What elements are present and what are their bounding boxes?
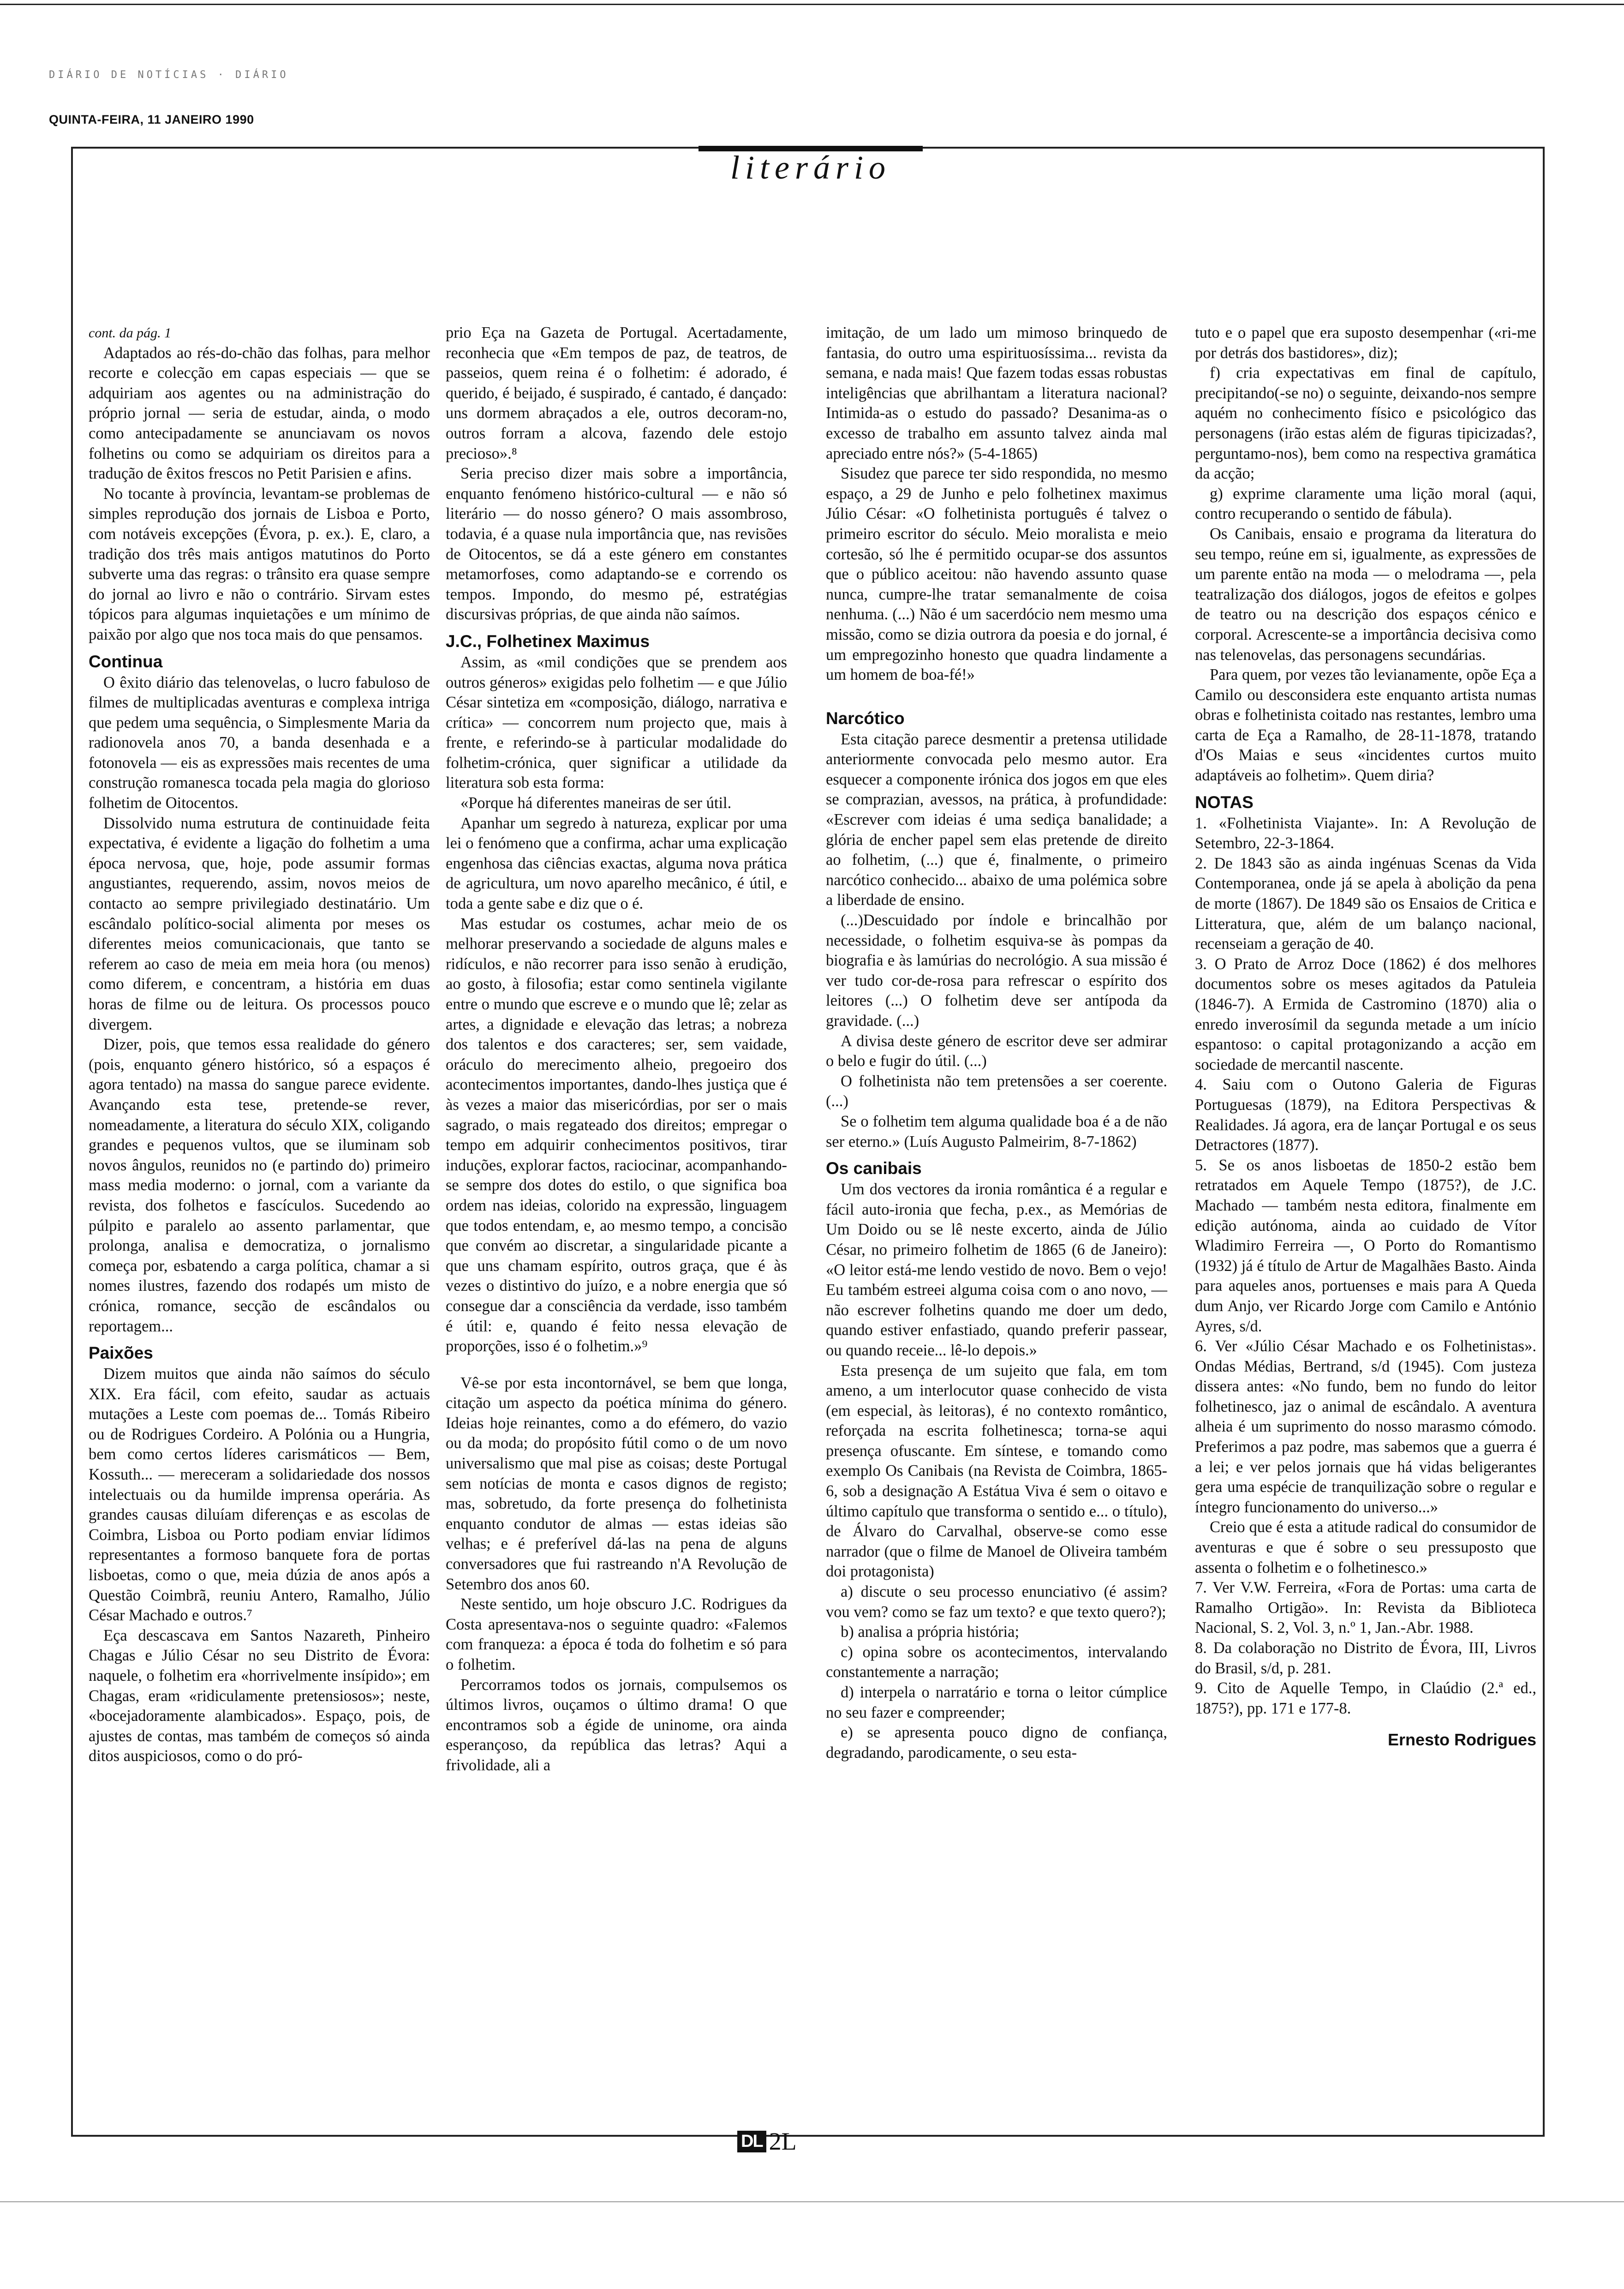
paragraph: Esta presença de um sujeito que fala, em tom ameno, a um interlocutor quase conhecido de vista (em especial, às leitoras), é no contexto romântico, reforçada na escrita folhetinesca; torna-se aqui presença ofuscante. Em síntese, e tomando como exemplo Os Canibais (na Revista de Coimbra, 1865-6, sob a designação A Estátua Viva é sem o oitavo e último capítulo que transforma o sentido e... o título), de Álvaro do Carvalhal, observe-se como esse narrador (que o filme de Manoel de Oliveira também doi protagonista) — [826, 1361, 1167, 1581]
list-item: b) analisa a própria história; — [841, 1623, 1020, 1641]
paragraph: prio Eça na Gazeta de Portugal. Acertadamente, reconhecia que «Em tempos de paz, de teatros, de passeios, quem reina é o folhetim: é adorado, é querido, é beijado, é suspirado, é cantado, é dançado: uns dormem abraçados a ele, outros decoram-no, outros forram a alcova, fazendo dele estojo precioso».⁸ — [446, 324, 787, 462]
paragraph: Um dos vectores da ironia romântica é a regular e fácil auto-ironia que fecha, p.ex., as Memórias de Um Doido ou se lê neste excerto, ainda de Júlio César, no primeiro folhetim de 1865 (6 de Janeiro): «O leitor está-me lendo vestido de novo. Bem o vejo! Eu também estreei alguma coisa com o ano novo, — não escrever folhetins quando me doer um dedo, quando estiver enfastiado, quando preferir passear, ou quando receie... lê-lo depois.» — [826, 1180, 1167, 1359]
paragraph: Adaptados ao rés-do-chão das folhas, para melhor recorte e colecção em capas especiais — que se adquiriam aos agentes ou na administração do próprio jornal — seria de estudar, ainda, o modo como antecipadamente se anunciavam os novos folhetins ou como se adquiriam os direitos para a tradução de êxitos frescos no Petit Parisien e afins. — [89, 344, 430, 483]
paragraph: Eça descascava em Santos Nazareth, Pinheiro Chagas e Júlio César no seu Distrito de Évora: naquele, o folhetim era «horrivelmente insípido»; em Chagas, eram «ridiculamente pretensiosos»; neste, «bocejadoramente alambicados». Espaço, pois, de ajustes de contas, mas também de começos só ainda ditos auspiciosos, como o do pró- — [89, 1626, 430, 1765]
paragraph: Apanhar um segredo à natureza, explicar por uma lei o fenómeno que a confirma, achar uma explicação engenhosa das ciências exactas, alguma nova prática de agricultura, um novo aparelho mecânico, é útil, e toda a gente sabe e diz que o é. — [446, 814, 787, 913]
newspaper-logo: DL — [737, 2131, 766, 2152]
paragraph: imitação, de um lado um mimoso brinquedo de fantasia, do outro uma espirituosíssima... revista da semana, e nada mais! Que fazem todas essas robustas inteligências que abrilhantam a literatura nacional? Intimida-as o estudo do passado? Desanima-as o excesso de trabalho em assunto talvez ainda mal apreciado entre nós?» (5-4-1865) — [826, 324, 1167, 462]
article-column-3 — [826, 323, 1167, 1763]
paragraph: Seria preciso dizer mais sobre a importância, enquanto fenómeno histórico-cultural — e não só literário — do nosso género? O mais assombroso, todavia, é a quase nula importância que, nas revisões de Oitocentos, se dá a este género em constantes metamorfoses, como adaptando-se e correndo os tempos. Impondo, do mesmo pé, estratégias discursivas próprias, de que ainda não saímos. — [446, 465, 787, 623]
article-column-2 — [446, 323, 787, 1776]
spacer — [446, 1357, 787, 1373]
page-number: 2L — [769, 2127, 797, 2155]
note: 3. O Prato de Arroz Doce (1862) é dos melhores documentos sobre os meses agitados da Patuleia (1846-7). A Ermida de Castromino (1870) alia o enredo inverosímil da segunda metade a um início espantoso: o capital protagonizando a acção em sociedade de mercantil nascente. — [1195, 955, 1536, 1073]
list-item: e) se apresenta pouco digno de confiança, degradando, parodicamente, o seu esta- — [826, 1724, 1167, 1762]
article-column-1 — [89, 323, 430, 1767]
paragraph: O folhetinista não tem pretensões a ser coerente. (...) — [826, 1072, 1167, 1110]
note: 9. Cito de Aquelle Tempo, in Claúdio (2.ª ed., 1875?), pp. 171 e 177-8. — [1195, 1679, 1536, 1717]
paragraph: O êxito diário das telenovelas, o lucro fabuloso de filmes de multiplicadas aventuras e complexa intriga que pedem uma sequência, o Simplesmente Maria da radionovela anos 70, a banda desenhada e a fotonovela — eis as expressões mais recentes de uma construção romanesca tocada pela magia do glorioso folhetim de Oitocentos. — [89, 673, 430, 812]
page-folio — [737, 2128, 797, 2154]
article-column-4 — [1195, 323, 1536, 1750]
paragraph: Mas estudar os costumes, achar meio de os melhorar preservando a sociedade de alguns males e ridículos, e não recorrer para isso senão à erudição, ao gosto, à filosofia; estar como sentinela vigilante entre o mundo que escreve e o mundo que lê; zelar as artes, a dignidade e elevação das letras; a nobreza dos talentos e dos caracteres; ser, sem vaidade, oráculo do merecimento alheio, pregoeiro dos acontecimentos importantes, dando-lhes justiça que é às vezes a maior das misericórdias, por ser o mais sagrado, o mais regateado dos direitos; empregar o tempo em adquirir conhecimentos positivos, tirar induções, explorar factos, raciocinar, acompanhando-se sempre dos dotes do estilo, o que significa boa ordem nas ideias, colorido na expressão, linguagem que todos entendam, e, ao mesmo tempo, a concisão que convém ao discretar, a singularidade picante a que uns chamam espírito, outros graça, que é às vezes o distintivo do juízo, e a nobre energia que só consegue dar a consciência da verdade, isso também é útil: e, quando é feito nessa elevação de proporções, isso é o folhetim.»⁹ — [446, 915, 787, 1355]
note: 6. Ver «Júlio César Machado e os Folhetinistas». Ondas Médias, Bertrand, s/d (1945). Com justeza dissera antes: «No fundo, bem no fundo do leitor folhetinesco, jaz o animal de escândalo. A aventura alheia é um suprimento do nosso marasmo cómodo. Preferimos a paz podre, mas sabemos que a guerra é a lei; e ver pelos jornais que há vidas beligerantes gera uma espécie de tranquilização sobre o regular e íntegro funcionamento do universo...» — [1195, 1337, 1536, 1516]
notes-heading: NOTAS — [1195, 792, 1254, 812]
note-continuation: Creio que é esta a atitude radical do consumidor de aventuras e que é sobre o seu pressuposto que assenta o folhetim e o folhetinesco.» — [1195, 1518, 1536, 1576]
list-item: a) discute o seu processo enunciativo (é assim? vou vem? como se faz um texto? e que texto quero?); — [826, 1583, 1167, 1621]
paragraph: (...)Descuidado por índole e brincalhão por necessidade, o folhetim esquiva-se às pompas da biografia e às lamúrias do necrológio. A sua missão é ver tudo cor-de-rosa para refrescar o espírito dos leitores (...) O folhetim deve ser antípoda da gravidade. (...) — [826, 911, 1167, 1030]
paragraph: Dissolvido numa estrutura de continuidade feita expectativa, é evidente a ligação do folhetim a uma época nervosa, que, hoje, pode assumir formas angustiantes, requerendo, assim, novos meios de contacto ao sempre privilegiado destinatário. Um escândalo político-social alimenta por meses os diferentes meios comunicacionais, que tanto se referem ao caso de meia em meia hora (ou menos) como diferem, e concentram, a história em duas horas de filme ou de leitura. Os processos pouco divergem. — [89, 814, 430, 1033]
paragraph: A divisa deste género de escritor deve ser admirar o belo e fugir do útil. (...) — [826, 1032, 1167, 1070]
paragraph: Dizer, pois, que temos essa realidade do género (pois, enquanto género histórico, só a espaços é agora tentado) na massa do sangue parece evidente. Avançando esta tese, pretende-se rever, nomeadamente, a literatura do século XIX, coligando grandes e pequenos vultos, que se iluminam sob novos ângulos, reunidos no (e partindo do) primeiro mass media moderno: o jornal, com a variante da revista, dos folhetos e fascículos. Sucedendo ao púlpito e paralelo ao assento parlamentar, que prolonga, analisa e democratiza, o jornalismo começa por, esbatendo a carga política, chamar a si nomes ilustres, fazendo dos rodapés um misto de crónica, romance, secção de escândalos ou reportagem... — [89, 1036, 430, 1335]
paragraph: «Porque há diferentes maneiras de ser útil. — [460, 794, 732, 812]
subheading: Continua — [89, 652, 163, 671]
top-border-rule — [0, 4, 1624, 5]
list-item: f) cria expectativas em final de capítulo, precipitando(-se no) o seguinte, deixando-nos sempre aquém no conhecimento físico e psicológico das personagens (irão estas além de figuras tipicizadas?, perguntamo-nos), bem como na respectiva gramática da acção; — [1195, 364, 1536, 483]
paragraph: Esta citação parece desmentir a pretensa utilidade anteriormente convocada pelo mesmo autor. Era esquecer a componente irónica dos jogos em que eles se comprazian, avessos, na prática, à profundidade: «Escrever com ideias é uma sediça banalidade; a glória de encher papel sem elas pretende de direito ao folhetim, (...) que é, finalmente, o primeiro narcótico conhecido... abaixo de uma polémica sobre a liberdade de ensino. — [826, 730, 1167, 909]
author-signature: Ernesto Rodrigues — [1387, 1730, 1536, 1750]
note: 8. Da colaboração no Distrito de Évora, III, Livros do Brasil, s/d, p. 281. — [1195, 1639, 1536, 1677]
paragraph: Dizem muitos que ainda não saímos do século XIX. Era fácil, com efeito, saudar as actuais mutações a Leste com poemas de... Tomás Ribeiro ou de Rodrigues Cordeiro. A Polónia ou a Hungria, bem como certos líderes carismáticos — Bem, Kossuth... — mereceram a solidariedade dos nossos intelectuais ou da humilde imprensa operária. As grandes causas diluíam diferenças e as escolas de Coimbra, Lisboa ou Porto podiam enviar lídimos representantes a formoso banquete fora de portas lisboetas, como o que, meia dúzia de anos após a Questão Coimbrã, reuniu Antero, Ramalho, Júlio César Machado e outros.⁷ — [89, 1365, 430, 1624]
note: 1. «Folhetinista Viajante». In: A Revolução de Setembro, 22-3-1864. — [1195, 814, 1536, 852]
section-title: literário — [730, 149, 891, 186]
dateline: QUINTA-FEIRA, 11 JANEIRO 1990 — [49, 113, 254, 126]
paragraph: Percorramos todos os jornais, compulsemos os últimos livros, ouçamos o último drama! O que encontramos sob a égide de uninome, ora ainda esperançoso, da república das letras? Aqui a frivolidade, ali a — [446, 1676, 787, 1774]
subheading: Paixões — [89, 1343, 153, 1363]
list-item: c) opina sobre os acontecimentos, intervalando constantemente a narração; — [826, 1643, 1167, 1681]
list-item: d) interpela o narratário e torna o leitor cúmplice no seu fazer e compreender; — [826, 1684, 1167, 1721]
paragraph: tuto e o papel que era suposto desempenhar («ri-me por detrás dos bastidores», diz); — [1195, 324, 1536, 362]
continuation-note: cont. da pág. 1 — [89, 325, 172, 341]
paragraph: Os Canibais, ensaio e programa da literatura do seu tempo, reúne em si, igualmente, as expressões de um parente então na moda — o melodrama —, pela teatralização dos diálogos, jogos de efeitos e golpes de teatro ou na descrição dos espaços cénico e corporal. Acrescente-se a importância decisiva como nas telenovelas, das personagens secundárias. — [1195, 525, 1536, 664]
paragraph: Se o folhetim tem alguma qualidade boa é a de não ser eterno.» (Luís Augusto Palmeirim, 8-7-1862) — [826, 1112, 1167, 1150]
paragraph: Neste sentido, um hoje obscuro J.C. Rodrigues da Costa apresentava-nos o seguinte quadro: «Falemos com franqueza: a época é toda do folhetim e só para o folhetim. — [446, 1595, 787, 1673]
list-item: g) exprime claramente uma lição moral (aqui, contro recuperando o sentido de fábula). — [1195, 485, 1536, 523]
subheading: J.C., Folhetinex Maximus — [446, 631, 650, 651]
paragraph: Sisudez que parece ter sido respondida, no mesmo espaço, a 29 de Junho e pelo folhetinex maximus Júlio César: «O folhetinista português é talvez o primeiro escritor do século. Meio moralista e meio cortesão, só lhe é permitido ocupar-se dos assuntos que o público aceitou: não havendo assunto quase nunca, cumpre-lhe tratar semanalmente de coisa nenhuma. (...) Não é um sacerdócio nem mesmo uma missão, como se dizia outrora da poesia e do jornal, é um empregozinho honesto que quadra lindamente a um homem de boa-fé!» — [826, 465, 1167, 684]
bottom-rule — [0, 2201, 1624, 2202]
note: 5. Se os anos lisboetas de 1850-2 estão bem retratados em Aquele Tempo (1875?), de J.C. Machado — também nesta editora, finalmente em edição autónoma, ainda ao cuidado de Vítor Wladimiro Ferreira —, O Porto do Romantismo (1932) já é título de Artur de Magalhães Basto. Ainda para aqueles anos, portuenses e mais para A Queda dum Anjo, ver Ricardo Jorge com Camilo e António Ayres, s/d. — [1195, 1156, 1536, 1335]
note: 7. Ver V.W. Ferreira, «Fora de Portas: uma carta de Ramalho Ortigão». In: Revista da Biblioteca Nacional, S. 2, Vol. 3, n.º 1, Jan.-Abr. 1988. — [1195, 1579, 1536, 1637]
note: 2. De 1843 são as ainda ingénuas Scenas da Vida Contemporanea, onde já se apela à abolição da pena de morte (1867). De 1849 são os Ensaios de Critica e Litteratura, que, além de um balanço nacional, recenseiam a geração de 40. — [1195, 854, 1536, 953]
paragraph: Para quem, por vezes tão levianamente, opõe Eça a Camilo ou desconsidera este enquanto artista numas obras e folhetinista coitado nas restantes, lembro uma carta de Eça a Ramalho, de 28-11-1878, tratando d'Os Maias e seus «incidentes curtos muito adaptáveis ao folhetim». Quem diria? — [1195, 666, 1536, 785]
subheading: Os canibais — [826, 1159, 922, 1178]
paragraph: No tocante à província, levantam-se problemas de simples reprodução dos jornais de Lisboa e Porto, com notáveis excepções (Évora, p. ex.). E, claro, a tradição dos três mais antigos matutinos do Porto subverte uma das regras: o trânsito era quase sempre do jornal ao livro e não o contrário. Sirvam estes tópicos para algumas inquietações e um mínimo de paixão por algo que nos toca mais do que pensamos. — [89, 485, 430, 643]
subheading: Narcótico — [826, 708, 905, 728]
masthead-faint: DIÁRIO DE NOTÍCIAS · DIÁRIO — [49, 69, 289, 81]
spacer — [826, 685, 1167, 702]
paragraph: Assim, as «mil condições que se prendem aos outros géneros» exigidas pelo folhetim — e que Júlio César sintetiza em «composição, diálogo, narrativa e crítica» — concorrem num projecto que, mais à frente, e referindo-se à particular modalidade do folhetim-crónica, quer significar a utilidade da literatura sob esta forma: — [446, 653, 787, 792]
note: 4. Saiu com o Outono Galeria de Figuras Portuguesas (1879), na Editora Perspectivas & Realidades. Já agora, era de lançar Portugal e os seus Detractores (1877). — [1195, 1076, 1536, 1154]
paragraph: Vê-se por esta incontornável, se bem que longa, citação um aspecto da poética mínima do género. Ideias hoje reinantes, como a do efémero, do vazio ou da moda; do propósito fútil como o de um novo universalismo que mal pise as coisas; deste Portugal sem notícias de monta e casos dignos de registo; mas, sobretudo, da forte presença do folhetinista enquanto condutor de almas — estas ideias são velhas; e é preferível dá-las na pena de alguns conversadores que fui rastreando n'A Revolução de Setembro dos anos 60. — [446, 1374, 787, 1593]
